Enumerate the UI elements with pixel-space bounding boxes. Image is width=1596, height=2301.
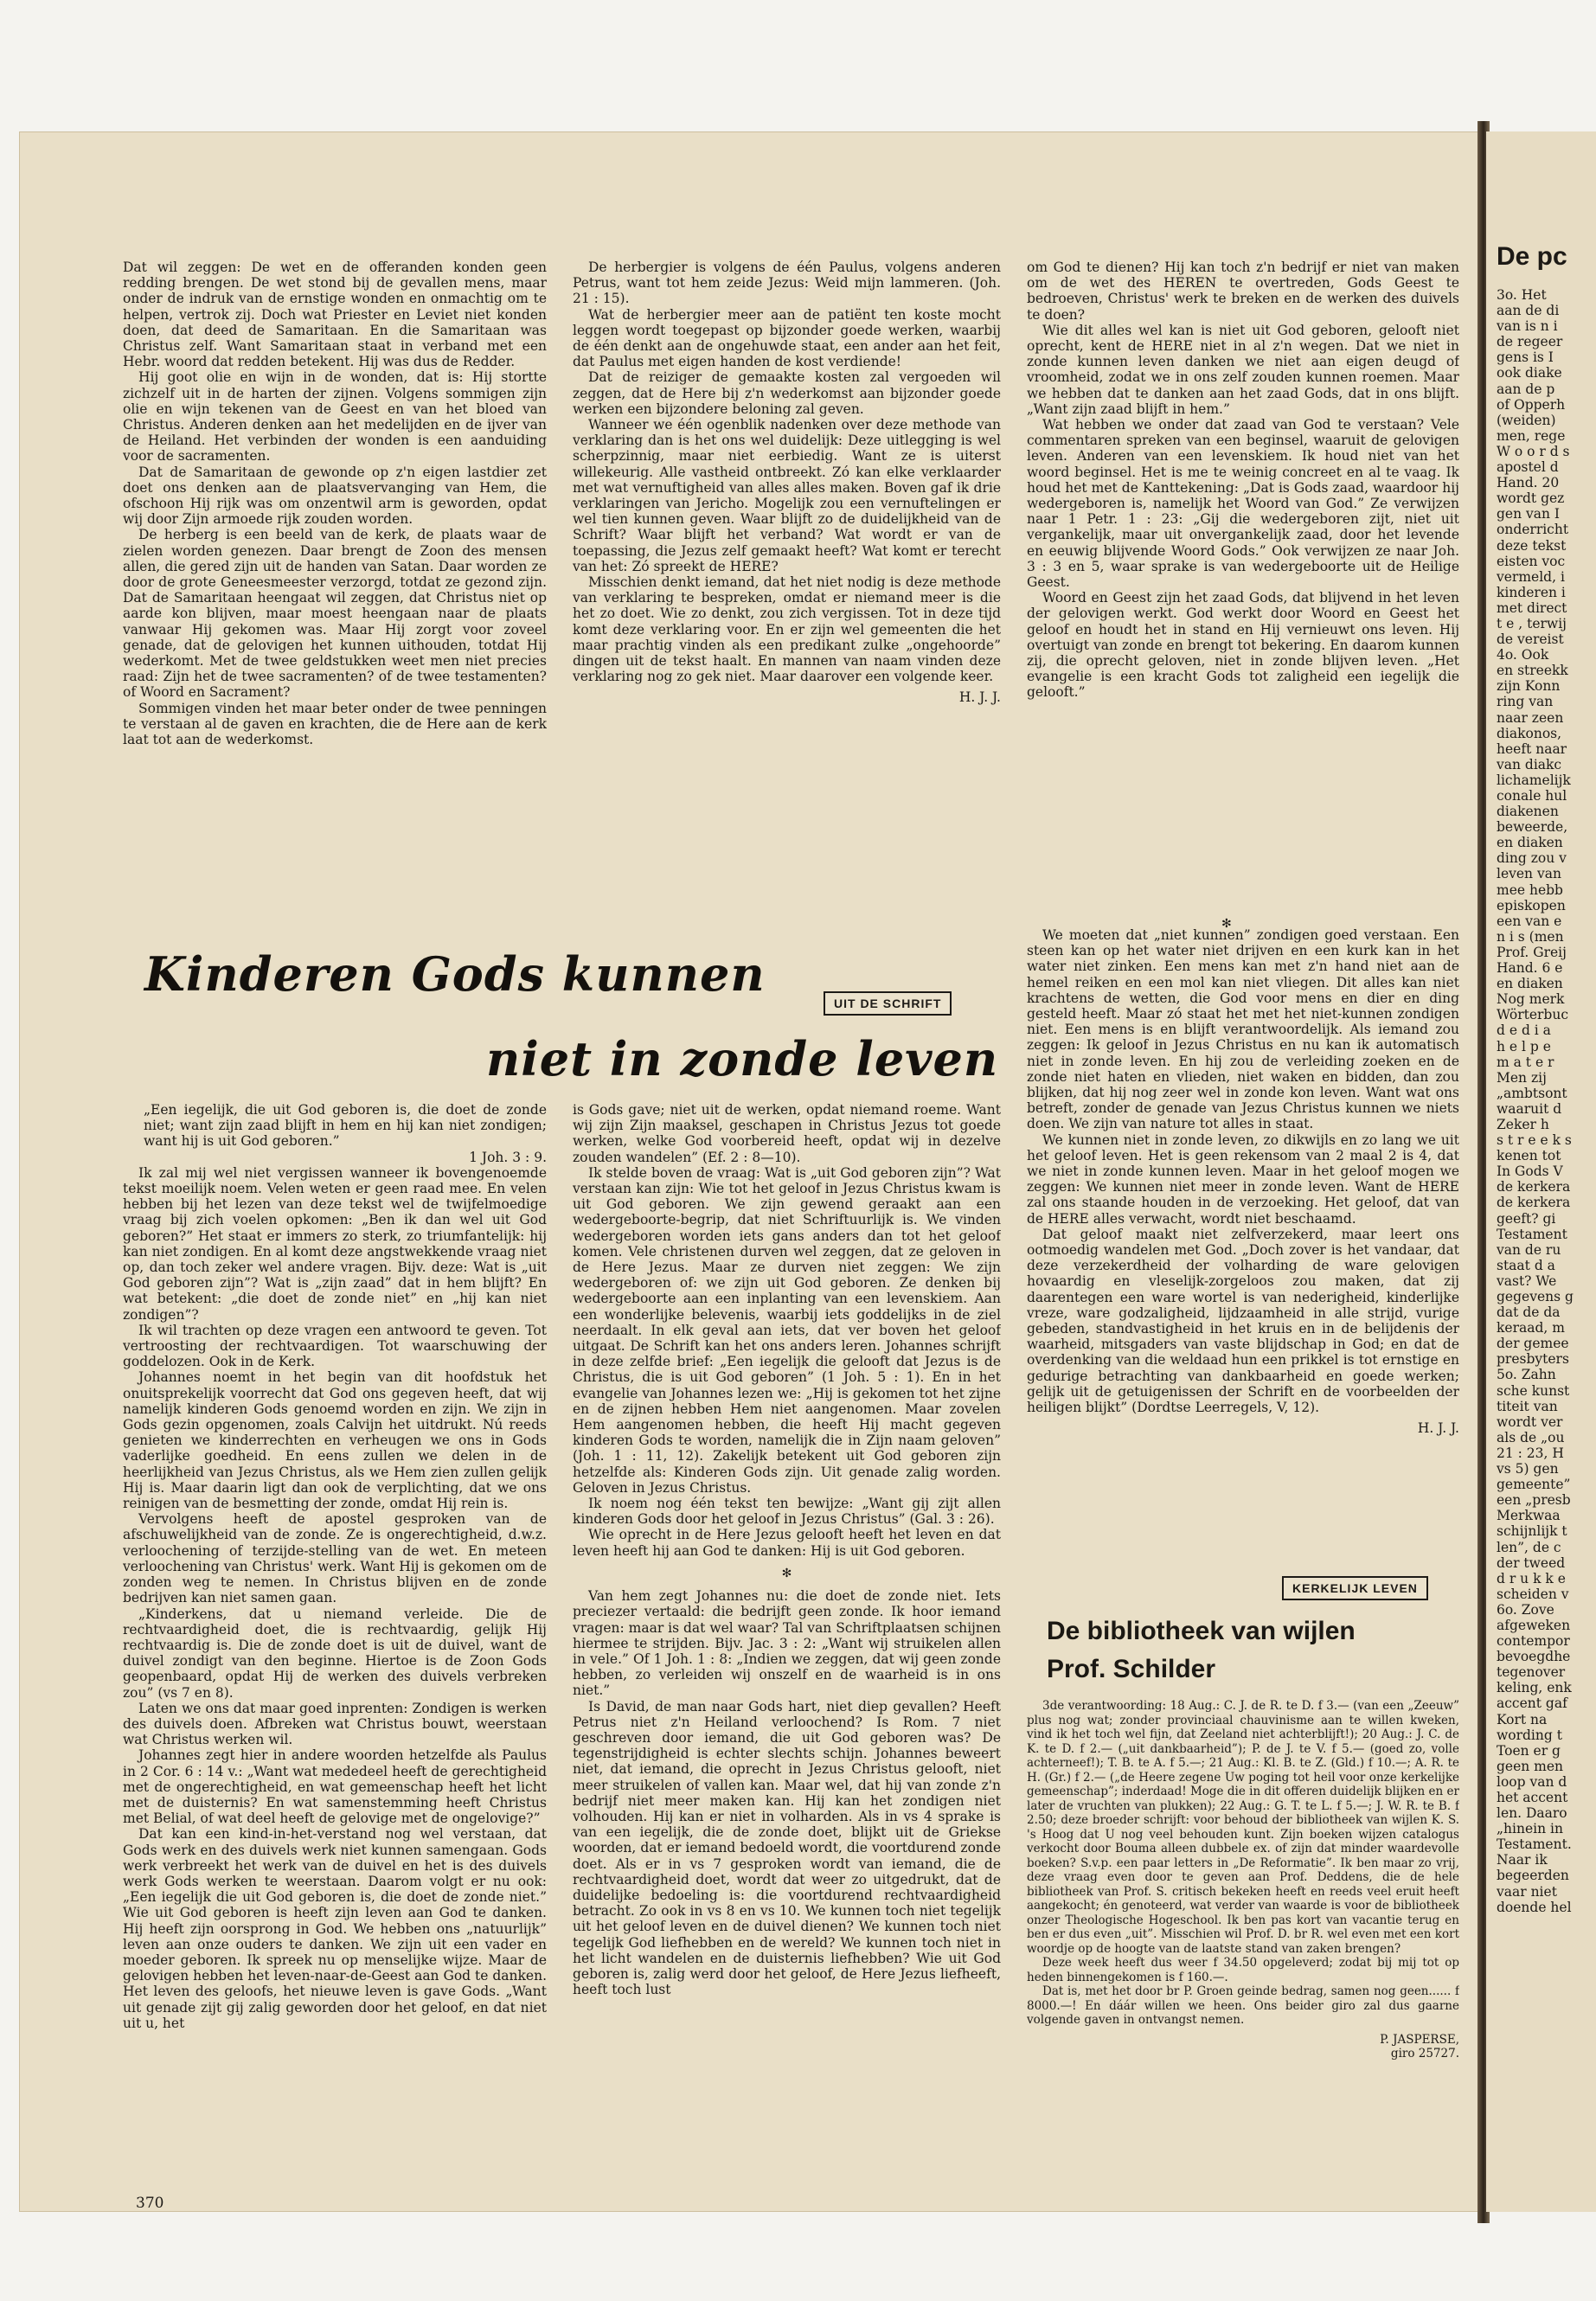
paragraph: Vervolgens heeft de apostel gesproken van de afschuwelijkheid van de zonde. Ze is ongerechtigheid, d.w.z. verloochening of terzijde-stelling van de wet. En meteen verloochening van Christus' werk. Want Hij is gekomen om de zonden weg te nemen. In Christus blijven en de zonde bedrijven kan niet samen gaan.: [123, 1511, 547, 1606]
ornament: ✻: [1221, 917, 1232, 931]
signature: H. J. J.: [958, 689, 1001, 706]
adjacent-page-line: 5o. Zahn: [1497, 1367, 1556, 1383]
adjacent-page-line: begeerden: [1497, 1868, 1569, 1884]
section-tag-uit-de-schrift: UIT DE SCHRIFT: [824, 991, 952, 1016]
paragraph: De herberg is een beeld van de kerk, de plaats waar de zielen worden genezen. Daar brengt de Zoon des mensen allen, die gered zijn uit de handen van Satan. Daar worden ze door de grote Geneesmeester verzorgd, totdat ze gezond zijn. Dat de Samaritaan heengaat wil zeggen, dat Christus niet op aarde kon blijven, maar moest heengaan naar de plaats vanwaar Hij gekomen was. Maar Hij zorgt voor zoveel genade, dat de gelovigen het kunnen uithouden, totdat Hij wederkomt. Met de twee geldstukken weet men niet precies raad: Zijn het de twee sacramenten? of de twee testamenten? of Woord en Sacrament?: [123, 527, 547, 701]
adjacent-page-line: „ambtsont: [1497, 1085, 1567, 1101]
adjacent-page-line: kenen tot: [1497, 1148, 1561, 1164]
adjacent-page-line: n i s (men: [1497, 928, 1564, 945]
adjacent-page-line: gen van I: [1497, 506, 1561, 522]
adjacent-page-title: De pc: [1497, 242, 1567, 271]
adjacent-page-line: de kerkera: [1497, 1195, 1571, 1211]
ornament: ✻: [781, 1566, 792, 1580]
adjacent-page-line: mee hebb: [1497, 881, 1563, 898]
adjacent-page-line: conale hul: [1497, 788, 1567, 804]
paragraph: Sommigen vinden het maar beter onder de twee penningen te verstaan al de gaven en krachten, die de Here aan de kerk laat tot aan de wederkomst.: [123, 700, 547, 748]
paragraph: Dat is, met het door br P. Groen geinde bedrag, samen nog geen...... f 8000.—! En dáár willen we heen. Ons beider giro zal dus gaarne volgende gaven in ontvangst nemen.: [1027, 1984, 1459, 2027]
adjacent-page-line: Zeker h: [1497, 1116, 1549, 1132]
paragraph: Ik zal mij wel niet vergissen wanneer ik bovengenoemde tekst moeilijk noem. Velen weten er geen raad mee. En velen hebben bij het lezen van deze tekst wel de twijfelmoedige vraag bij zich voelen opkomen: „Ben ik dan wel uit God geboren?” Het staat er immers zo sterk, zo triumfantelijk: hij kan niet zondigen. En al komt deze angstwekkende vraag niet op, dan toch zeker wel andere vragen. Bijv. deze: Wat is „uit God geboren zijn”? Wat is „zijn zaad” dat in hem blijft? En wat betekent: „die doet de zonde niet” en „hij kan niet zondigen”?: [123, 1164, 547, 1323]
paragraph: Ik noem nog één tekst ten bewijze: „Want gij zijt allen kinderen Gods door het geloof in Jezus Christus” (Gal. 3 : 26).: [573, 1496, 1001, 1528]
adjacent-page-line: ding zou v: [1497, 850, 1567, 867]
bibliotheek-title: [1047, 1612, 1356, 1689]
adjacent-page-line: episkopen: [1497, 897, 1566, 913]
adjacent-page-line: len. Daaro: [1497, 1805, 1567, 1822]
page-number: 370: [136, 2195, 164, 2212]
section-tag-kerkelijk-leven: KERKELIJK LEVEN: [1282, 1576, 1428, 1600]
adjacent-page-line: geeft? gi: [1497, 1210, 1556, 1227]
adjacent-page-line: aan de p: [1497, 381, 1555, 397]
column-3-top: [1027, 260, 1459, 910]
adjacent-page-line: wordt gez: [1497, 490, 1565, 507]
adjacent-page-line: wording t: [1497, 1727, 1562, 1743]
newspaper-page: [19, 131, 1481, 2212]
adjacent-page-line: Testament: [1497, 1226, 1567, 1242]
bibliotheek-title-line-1: De bibliotheek van wijlen: [1047, 1617, 1356, 1645]
adjacent-page-line: ring van: [1497, 694, 1554, 710]
column-1-top: [123, 260, 547, 953]
adjacent-page-line: als de „ou: [1497, 1429, 1565, 1445]
adjacent-page-line: Merkwaa: [1497, 1508, 1561, 1524]
paragraph: Dat geloof maakt niet zelfverzekerd, maar leert ons ootmoedig wandelen met God. „Doch zover is het vandaar, dat deze verzekerdheid der volharding de ware gelovigen hovaardig en vleselijk-zorgeloos zou maken, dat zij daarentegen een ware wortel is van nederigheid, kinderlijke vreze, ware godzaligheid, lijdzaamheid in alle strijd, vurige gebeden, standvastigheid in het kruis en in de belijdenis der waarheid, mitsgaders van vaste blijdschap in God; en dat de overdenking van die weldaad hun een prikkel is tot ernstige en gedurige betrachting van dankbaarheid en goede werken; gelijk uit de getuigenissen der Schrift en de voorbeelden der heiligen blijkt” (Dordtse Leerregels, V, 12).: [1027, 1226, 1459, 1416]
paragraph: Misschien denkt iemand, dat het niet nodig is deze methode van verklaring te bespreken, omdat er niemand meer is die het zo doet. Wie zo denkt, zou zich vergissen. Tot in deze tijd komt deze verklaring voor. En er zijn wel gemeenten die het maar prachtig vinden als een predikant zulke „ongehoorde” dingen uit de tekst haalt. En mannen van naam vinden deze verklaring nog zo gek niet. Maar daarover een volgende keer.: [573, 574, 1001, 685]
adjacent-page-line: heeft naar: [1497, 740, 1567, 757]
adjacent-page-line: schijnlijk t: [1497, 1523, 1567, 1540]
adjacent-page-line: accent gaf: [1497, 1695, 1567, 1712]
adjacent-page-line: of Opperh: [1497, 396, 1566, 413]
adjacent-page-line: 21 : 23, H: [1497, 1445, 1564, 1461]
paragraph: Wie oprecht in de Here Jezus gelooft heeft het leven en dat leven heeft hij aan God te danken: Hij is uit God geboren.: [573, 1527, 1001, 1559]
paragraph: We moeten dat „niet kunnen” zondigen goed verstaan. Een steen kan op het water niet drijven en een kurk kan in het water niet zinken. Een mens kan met z'n hand niet aan de hemel reiken en een mol kan niet vliegen. Dit alles kan niet krachtens de wetten, die God voor mens en dier en ding gesteld heeft. Maar zó staat het met het niet-kunnen zondigen niet. Een mens is en blijft verantwoordelijk. Als iemand zou zeggen: Ik geloof in Jezus Christus en nu kan ik automatisch niet in zonde leven. En hij zou de verleiding zoeken en de zonde niet haten en vlieden, niet waken en bidden, dan zou blijken, dat hij nog zeer wel in zonde kon leven. Want wat ons betreft, zonder de genade van Jezus Christus kunnen we niets doen. We zijn van nature tot alles in staat.: [1027, 927, 1459, 1132]
adjacent-page-line: kinderen i: [1497, 584, 1566, 600]
adjacent-page-line: vaar niet: [1497, 1883, 1557, 1900]
adjacent-page-line: staat d a: [1497, 1257, 1555, 1273]
adjacent-page-line: s t r e e k s: [1497, 1132, 1572, 1149]
adjacent-page-line: naar zeen: [1497, 709, 1564, 726]
adjacent-page-line: geen men: [1497, 1758, 1564, 1774]
adjacent-page-line: der gemee: [1497, 1336, 1569, 1352]
adjacent-page-line: afgeweken: [1497, 1617, 1571, 1633]
paragraph: Johannes zegt hier in andere woorden hetzelfde als Paulus in 2 Cor. 6 : 14 v.: „Want wat mededeel heeft de gerechtigheid met de ongerechtigheid, en wat gemeenschap heeft het licht met de duisternis? En wat samenstemming heeft Christus met Belial, of wat deel heeft de gelovige met de ongelovige?”: [123, 1747, 547, 1827]
paragraph: Woord en Geest zijn het zaad Gods, dat blijvend in het leven der gelovigen werkt. God werkt door Woord en Geest het geloof en houdt het in stand en Hij vernieuwt ons leven. Hij overtuigt van zonde en brengt tot bekering. En daarom kunnen zij, die oprecht geloven, niet in zonde blijven leven. „Het evangelie is een kracht Gods tot zaligheid een iegelijk die gelooft.”: [1027, 590, 1459, 701]
adjacent-page-line: dat de da: [1497, 1304, 1561, 1321]
adjacent-page-line: het accent: [1497, 1790, 1568, 1805]
paragraph: 3de verantwoording: 18 Aug.: C. J. de R. te D. f 3.— (van een „Zeeuw” plus nog wat; zonder provinciaal chauvinisme aan te willen kweken, vind ik het toch wel fijn, dat Zeeland niet achterblijft!); 20 Aug.: J. C. de K. te D. f 2.— („uit dankbaarheid”); P. de J. te V. f 5.— (goed zo, volle achterneef!); T. B. te A. f 5.—; 21 Aug.: Kl. B. te Z. (Gld.) f 10.—; A. R. te H. (Gr.) f 2.— („de Heere zegene Uw poging tot heil voor onze kerkelijke gemeenschap”; inderdaad! Moge die in dit offeren duidelijk blijken en er later de vruchten van plukken); 22 Aug.: G. T. te L. f 5.—; J. W. R. te B. f 2.50; deze broeder schrijft: voor behoud der bibliotheek van wijlen K. S. 's Hoog dat U nog veel behouden kunt. Zijn boeken wijzen catalogus verkocht door Bouma alleen dubbele ex. of zijn dat minder waardevolle boeken? S.v.p. een paar letters in „De Reformatie”. Ik ben maar zo vrij, deze vraag even door te geven aan Prof. Deddens, die de hele bibliotheek van Prof. S. critisch bekeken heeft en reeds veel eruit heeft aangekocht; én genoteerd, wat verder van waarde is voor de bibliotheek onzer Theologische Hogeschool. Ik ben pas kort van vacantie terug en ben er dus even „uit”. Misschien wil Prof. D. br R. wel even met een kort woordje op de hoogte van de laatste stand van zaken brengen?: [1027, 1699, 1459, 1956]
paragraph: om God te dienen? Hij kan toch z'n bedrijf er niet van maken om de wet des HEREN te overtreden, Gods Geest te bedroeven, Christus' werk te breken en de werken des duivels te doen?: [1027, 260, 1459, 323]
giro-number: giro 25727.: [1390, 2047, 1459, 2061]
adjacent-page-line: diakonos,: [1497, 725, 1562, 741]
paragraph: Hij goot olie en wijn in de wonden, dat is: Hij stortte zichzelf uit in de harten der zijnen. Volgens sommigen zijn olie en wijn tekenen van de Geest en van het bloed van Christus. Anderen denken aan het medelijden en de ijver van de Heiland. Het verbinden der wonden is een aanduiding voor de sacramenten.: [123, 369, 547, 465]
signature: P. JASPERSE,: [1380, 2032, 1459, 2047]
adjacent-page-line: eisten voc: [1497, 553, 1566, 569]
article-column-3: [1027, 927, 1459, 1580]
paragraph: Johannes noemt in het begin van dit hoofdstuk het onuitsprekelijk voorrecht dat God ons gegeven heeft, dat wij namelijk kinderen Gods genoemd worden en zijn. We zijn in Gods gezin opgenomen, zoals Calvijn het uitdrukt. Nú reeds genieten we kinderrechten en verheugen we ons in Gods vaderlijke goedheid. En eens zullen we delen in de heerlijkheid van Jezus Christus, als we Hem zien zullen gelijk Hij is. Maar daarin ligt dan ook de verplichting, dat we ons reinigen van de besmetting der zonde, omdat Hij rein is.: [123, 1369, 547, 1512]
adjacent-page-line: aan de di: [1497, 303, 1560, 319]
adjacent-page-line: gemeente”: [1497, 1477, 1571, 1493]
adjacent-page-line: Nog merk: [1497, 991, 1565, 1008]
bibliotheek-text: [1027, 1699, 1459, 2196]
adjacent-page-line: zijn Konn: [1497, 678, 1561, 695]
adjacent-page-line: gens is I: [1497, 349, 1554, 366]
paragraph: Dat de reiziger de gemaakte kosten zal vergoeden wil zeggen, dat de Here bij z'n wederkomst aan bijzonder goede werken een bijzondere beloning zal geven.: [573, 369, 1001, 417]
adjacent-page-line: sche kunst: [1497, 1382, 1570, 1399]
adjacent-page-line: lichamelijk: [1497, 772, 1571, 788]
adjacent-page-line: d e d i a: [1497, 1022, 1551, 1039]
adjacent-page-line: h e l p e: [1497, 1038, 1551, 1054]
adjacent-page-line: Toen er g: [1497, 1742, 1561, 1759]
adjacent-page-line: keraad, m: [1497, 1320, 1565, 1336]
paragraph: Is David, de man naar Gods hart, niet diep gevallen? Heeft Petrus niet z'n Heiland verloochend? Is Rom. 7 niet geschreven door iemand, die uit God geboren was? De tegenstrijdigheid is echter slechts schijn. Johannes beweert niet, dat iemand, die oprecht in Jezus Christus gelooft, niet meer struikelen of vallen kan. Maar wel, dat hij van zonde z'n bedrijf niet meer maken kan. Hij kan het zondigen niet volhouden. Hij kan er niet in volharden. Als in vs 4 sprake is van een iegelijk, die de zonde doet, blijkt uit de Griekse woorden, dat er iemand bedoeld wordt, die voortdurend zonde doet. Als er in vs 7 gesproken wordt van iemand, die de rechtvaardigheid doet, wordt dat weer zo uitgedrukt, dat de duidelijke bedoeling is: die voortdurend rechtvaardigheid betracht. Zo ook in vs 8 en vs 10. We kunnen toch niet tegelijk uit het geloof leven en de duivel dienen? We kunnen toch niet tegelijk God liefhebben en de wereld? We kunnen toch niet in het licht wandelen en de duisternis liefhebben? Wie uit God geboren is, zalig werd door het geloof, de Here Jezus liefheeft, heeft toch lust: [573, 1698, 1001, 1998]
adjacent-page-line: de vereist: [1497, 631, 1564, 648]
adjacent-page-line: Naar ik: [1497, 1852, 1548, 1868]
adjacent-page-line: wordt ver: [1497, 1413, 1563, 1430]
adjacent-page-line: keling, enk: [1497, 1680, 1572, 1696]
paragraph: Wie dit alles wel kan is niet uit God geboren, gelooft niet oprecht, kent de HERE niet in al z'n wegen. Dat we niet in zonde kunnen leven danken we niet aan eigen deugd of vroomheid, zodat we in ons zelf zouden kunnen roemen. Maar we hebben dat te danken aan het zaad Gods, dat in ons blijft. „Want zijn zaad blijft in hem.”: [1027, 322, 1459, 417]
adjacent-page-line: Hand. 6 e: [1497, 960, 1563, 977]
column-2-top: [573, 260, 1001, 953]
adjacent-page-line: loop van d: [1497, 1773, 1567, 1790]
adjacent-page-line: Testament.: [1497, 1836, 1572, 1853]
adjacent-page-line: der tweed: [1497, 1554, 1566, 1571]
adjacent-page-line: onderricht: [1497, 522, 1569, 538]
adjacent-page-line: vs 5) gen: [1497, 1461, 1559, 1477]
adjacent-page-line: Kort na: [1497, 1711, 1548, 1727]
adjacent-page-text: [1497, 287, 1596, 1915]
adjacent-page-line: van diakc: [1497, 756, 1562, 772]
adjacent-page-line: titeit van: [1497, 1398, 1558, 1414]
adjacent-page-line: 6o. Zove: [1497, 1601, 1554, 1618]
adjacent-page-line: bevoegdhe: [1497, 1649, 1571, 1665]
adjacent-page-line: Hand. 20: [1497, 475, 1560, 491]
paragraph: Ik stelde boven de vraag: Wat is „uit God geboren zijn”? Wat verstaan kan zijn: Wie tot het geloof in Jezus Christus kwam is uit God geboren. We zijn gewend geraakt aan een wedergeboorte-begrip, dat niet Schriftuurlijk is. We vinden wedergeboren worden iets gans anders dan tot het geloof komen. Vele christenen durven wel zeggen, dat ze geloven in de Here Jezus. Maar ze durven niet zeggen: We zijn wedergeboren of: we zijn uit God geboren. Ze denken bij wedergeboorte aan een inplanting van een levenskiem. Aan een wonderlijke belevenis, waarbij iets goddelijks in de ziel neerdaalt. In elk geval aan iets, dat ver boven het geloof uitgaat. De Schrift kan het ons anders leren. Johannes schrijft in deze zelfde brief: „Een iegelijk die gelooft dat Jezus is de Christus, die is uit God geboren” (1 Joh. 5 : 1). En in het evangelie van Johannes lezen we: „Hij is gekomen tot het zijne en de zijnen hebben Hem niet aangenomen. Maar zovelen Hem aangenomen hebben, die heeft Hij macht gegeven kinderen Gods te worden, namelijk die in Zijn naam geloven” (Joh. 1 : 11, 12). Zakelijk betekent uit God geboren zijn hetzelfde als: Kinderen Gods zijn. Uit genade zalig worden. Geloven in Jezus Christus.: [573, 1164, 1001, 1496]
adjacent-page-line: tegenover: [1497, 1664, 1566, 1681]
paragraph: Dat wil zeggen: De wet en de offeranden konden geen redding brengen. De wet stond bij de gevallen mens, maar onder de indruk van de ernstige wonden en onmachtig om te helpen, vertrok zij. Doch wat Priester en Leviet niet konden doen, dat deed de Samaritaan. En die Samaritaan was Christus zelf. Want Samaritaan staat in verband met een Hebr. woord dat redden betekent. Hij was dus de Redder.: [123, 260, 547, 370]
adjacent-page-line: 4o. Ook: [1497, 647, 1549, 663]
adjacent-page-line: vermeld, i: [1497, 568, 1565, 585]
adjacent-page-line: en diaken: [1497, 976, 1563, 992]
adjacent-page-line: t e , terwij: [1497, 615, 1567, 631]
adjacent-page-line: een van e: [1497, 913, 1562, 929]
paragraph: Deze week heeft dus weer f 34.50 opgeleverd; zodat bij mij tot op heden binnengekomen is f 160.—.: [1027, 1956, 1459, 1984]
paragraph: is Gods gave; niet uit de werken, opdat niemand roeme. Want wij zijn Zijn maaksel, geschapen in Christus Jezus tot goede werken, welke God voorbereid heeft, opdat wij in dezelve zouden wandelen” (Ef. 2 : 8—10).: [573, 1102, 1001, 1165]
adjacent-page-line: met direct: [1497, 599, 1567, 616]
paragraph: Dat de Samaritaan de gewonde op z'n eigen lastdier zet doet ons denken aan de plaatsvervanging van Hem, die ofschoon Hij rijk was om onzentwil arm is geworden, opdat wij door Zijn armoede rijk zouden worden.: [123, 464, 547, 528]
headline-line-2: niet in zonde leven: [486, 1031, 999, 1086]
article-column-2: [573, 1102, 1001, 2188]
adjacent-page-line: vast? We: [1497, 1272, 1557, 1289]
bible-quote: „Een iegelijk, die uit God geboren is, die doet de zonde niet; want zijn zaad blijft in hem en hij kan niet zondigen; want hij is uit God geboren.”: [144, 1102, 547, 1150]
adjacent-page-line: de regeer: [1497, 334, 1563, 350]
paragraph: Dat kan een kind-in-het-verstand nog wel verstaan, dat Gods werk en des duivels werk niet kunnen samengaan. Gods werk verbreekt het werk van de duivel en het is des duivels werk Gods werken te weerstaan. Daarom volgt er nu ook: „Een iegelijk die uit God geboren is, die doet de zonde niet.” Wie uit God geboren is heeft zijn leven aan God te danken. Hij heeft zijn oorsprong in God. We hebben ons „natuurlijk” leven aan onze ouders te danken. We zijn uit een vader en moeder geboren. Ik spreek nu op menselijke wijze. Maar de gelovigen hebben het leven-naar-de-Geest aan God te danken. Het leven des geloofs, het nieuwe leven is gave Gods. „Want uit genade zijt gij zalig geworden door het geloof, en dat niet uit u, het: [123, 1826, 547, 2031]
adjacent-page-line: (weiden): [1497, 412, 1556, 428]
adjacent-page-line: Wörterbuc: [1497, 1007, 1569, 1023]
adjacent-page-line: scheiden v: [1497, 1586, 1569, 1602]
adjacent-page-line: W o o r d s: [1497, 443, 1570, 459]
adjacent-page-line: doende hel: [1497, 1899, 1572, 1915]
paragraph: Wanneer we één ogenblik nadenken over deze methode van verklaring dan is het ons wel duidelijk: Deze uitlegging is wel scherpzinnig, maar niet eerbiedig. Want ze is uiterst willekeurig. Alle vastheid ontbreekt. Zó kan elke verklaarder met wat vernuftigheid van alles alles maken. Boven gaf ik drie verklaringen van Jericho. Mogelijk zou een vernuftelingen er wel tien kunnen geven. Waar blijft zo de duidelijkheid van de Schrift? Waar blijft het verband? Wat wordt er van de toepassing, die Jezus zelf gemaakt heeft? Wat komt er terecht van het: Zó spreekt de HERE?: [573, 417, 1001, 574]
adjacent-page-line: de kerkera: [1497, 1179, 1571, 1195]
adjacent-page-line: een „presb: [1497, 1492, 1571, 1509]
paragraph: Laten we ons dat maar goed inprenten: Zondigen is werken des duivels doen. Afbreken wat Christus bouwt, weerstaan wat Christus werken wil.: [123, 1700, 547, 1748]
adjacent-page-line: leven van: [1497, 866, 1561, 882]
paragraph: We kunnen niet in zonde leven, zo dikwijls en zo lang we uit het geloof leven. Het is geen rekensom van 2 maal 2 is 4, dat we niet in zonde kunnen leven. Maar in het geloof mogen we zeggen: We kunnen niet meer in zonde leven. Want de HERE zal ons staande houden in de verzoeking. Het geloof, dat van de HERE alles verwacht, wordt niet beschaamd.: [1027, 1131, 1459, 1227]
adjacent-page-line: 3o. Het: [1497, 287, 1547, 303]
adjacent-page-line: waaruit d: [1497, 1100, 1562, 1117]
adjacent-page-line: ook diake: [1497, 365, 1562, 381]
bible-reference: 1 Joh. 3 : 9.: [469, 1149, 547, 1165]
adjacent-page-line: men, rege: [1497, 427, 1566, 444]
adjacent-page-line: apostel d: [1497, 459, 1559, 476]
adjacent-page-line: presbyters: [1497, 1351, 1569, 1368]
adjacent-page-line: len”, de c: [1497, 1539, 1561, 1555]
adjacent-page-line: diakenen: [1497, 804, 1559, 820]
adjacent-page-line: van de ru: [1497, 1241, 1561, 1258]
paragraph: „Kinderkens, dat u niemand verleide. Die de rechtvaardigheid doet, die is rechtvaardig, gelijk Hij rechtvaardig is. Die de zonde doet is uit de duivel, want de duivel zondigt van den beginne. Hiertoe is de Zoon Gods geopenbaard, opdat Hij de werken des duivels verbreken zou” (vs 7 en 8).: [123, 1606, 547, 1701]
paragraph: Van hem zegt Johannes nu: die doet de zonde niet. Iets preciezer vertaald: die bedrijft geen zonde. Ik hoor iemand vragen: maar is dat wel waar? Tal van Schriftplaatsen schijnen hiermee te strijden. Bijv. Jac. 3 : 2: „Want wij struikelen allen in vele.” Of 1 Joh. 1 : 8: „Indien we zeggen, dat wij geen zonde hebben, zo verleiden wij onszelf en de waarheid is in ons niet.”: [573, 1588, 1001, 1699]
paragraph: Wat de herbergier meer aan de patiënt ten koste mocht leggen wordt toegepast op bijzonder goede werken, waarbij de één denkt aan de ongehuwde staat, een ander aan het feit, dat Paulus met eigen handen de kost verdiende!: [573, 306, 1001, 370]
adjacent-page: [1486, 131, 1596, 2212]
adjacent-page-line: In Gods V: [1497, 1163, 1563, 1180]
paragraph: Ik wil trachten op deze vragen een antwoord te geven. Tot vertroosting der rechtvaardigen. Tot waarschuwing der goddelozen. Ook in de Kerk.: [123, 1322, 547, 1370]
adjacent-page-line: d r u k k e: [1497, 1570, 1566, 1586]
adjacent-page-line: Men zij: [1497, 1069, 1547, 1086]
adjacent-page-line: gegevens g: [1497, 1289, 1574, 1304]
article-column-1: [123, 1102, 547, 2188]
adjacent-page-line: m a t e r: [1497, 1054, 1554, 1070]
adjacent-page-line: „hinein in: [1497, 1821, 1563, 1837]
adjacent-page-line: contempor: [1497, 1633, 1570, 1650]
adjacent-page-line: van is n i: [1497, 318, 1558, 335]
adjacent-page-line: beweerde,: [1497, 819, 1568, 836]
adjacent-page-line: en diaken: [1497, 835, 1563, 851]
adjacent-page-line: Prof. Greij: [1497, 944, 1567, 960]
signature: H. J. J.: [1417, 1420, 1459, 1437]
adjacent-page-line: deze tekst: [1497, 537, 1567, 554]
paragraph: De herbergier is volgens de één Paulus, volgens anderen Petrus, want tot hem zeide Jezus: Weid mijn lammeren. (Joh. 21 : 15).: [573, 260, 1001, 307]
headline-line-1: Kinderen Gods kunnen: [144, 946, 766, 1002]
adjacent-page-line: en streekk: [1497, 663, 1568, 679]
bibliotheek-title-line-2: Prof. Schilder: [1047, 1655, 1216, 1683]
paragraph: Wat hebben we onder dat zaad van God te verstaan? Vele commentaren spreken van een beginsel, waaruit de gelovigen leven. Anderen van een levenskiem. Ik houd niet van het woord beginsel. Het is me te weinig concreet en al te vaag. Ik houd het met de Kanttekening: „Dat is Gods zaad, waardoor hij wedergeboren is, namelijk het Woord van God.” Ze verwijzen naar 1 Petr. 1 : 23: „Gij die wedergeboren zijt, niet uit vergankelijk, maar uit onvergankelijk zaad, door het levende en eeuwig blijvende Woord Gods.” Ook verwijzen ze naar Joh. 3 : 3 en 5, waar sprake is van wedergeboorte uit de Heilige Geest.: [1027, 417, 1459, 591]
